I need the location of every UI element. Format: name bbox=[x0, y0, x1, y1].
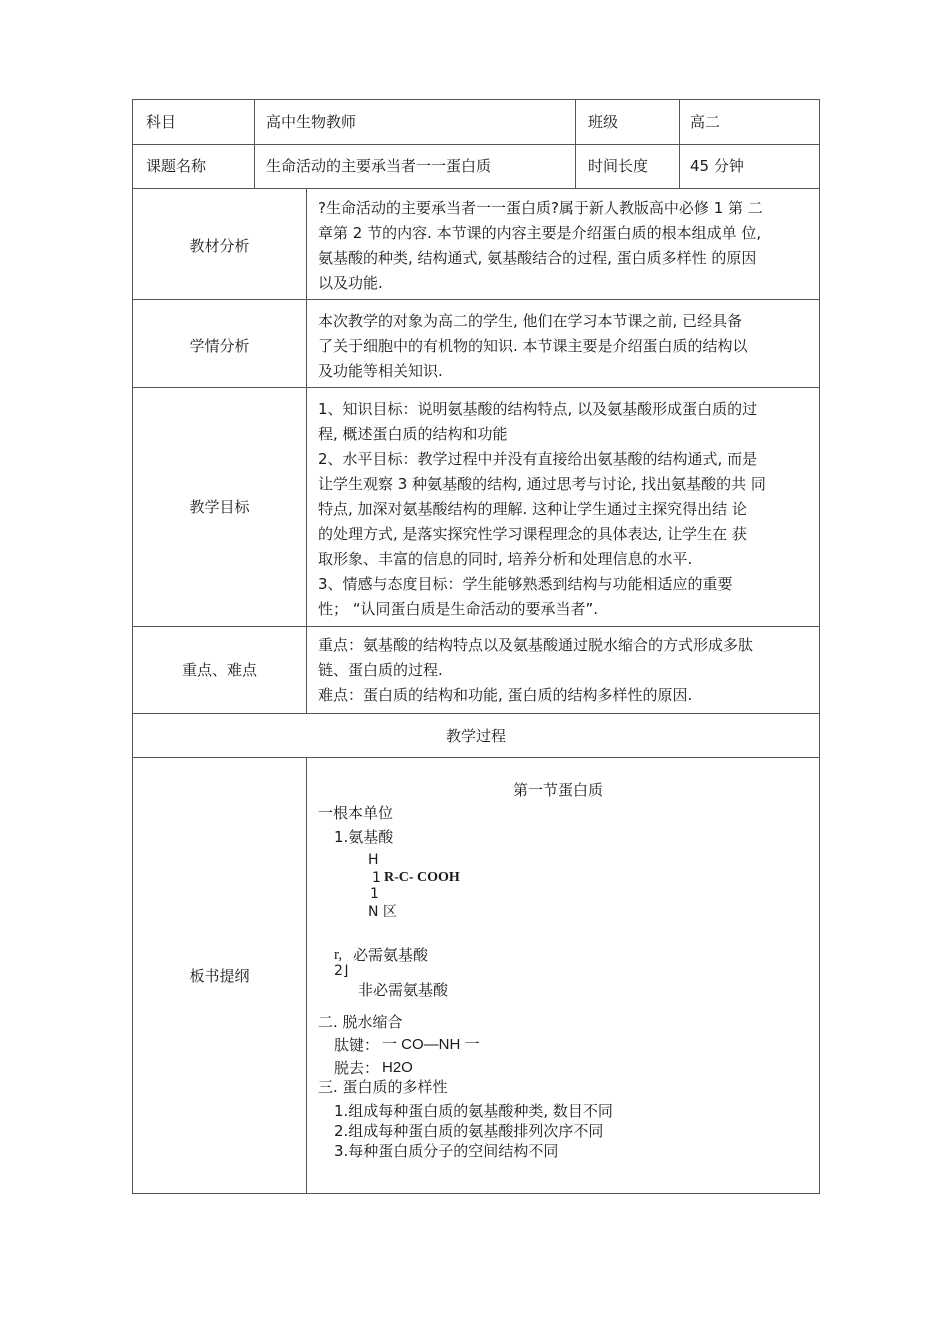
board-outline-label: 板书提纲 bbox=[189, 967, 250, 985]
text-line: 氨基酸的种类, 结构通式, 氨基酸结合的过程, 蛋白质多样性 的原因 bbox=[318, 249, 757, 267]
text-line: 以及功能. bbox=[318, 274, 383, 292]
section-heading: 二. 脱水缩合 bbox=[318, 1013, 403, 1031]
essential-amino-acid: 必需氨基酸 bbox=[353, 946, 429, 964]
table-border-left bbox=[132, 99, 133, 1193]
text-line: 性； “认同蛋白质是生命活动的要承当者”. bbox=[318, 600, 599, 618]
textbook-analysis-label: 教材分析 bbox=[189, 237, 250, 255]
class-label: 班级 bbox=[588, 113, 619, 131]
table-border-bottom bbox=[132, 1193, 820, 1194]
text-line: 链、蛋白质的过程. bbox=[318, 661, 443, 679]
formula-mark: 1 bbox=[372, 870, 381, 886]
table-border-top bbox=[132, 99, 820, 100]
key-points-text bbox=[318, 633, 753, 708]
section-heading: 三. 蛋白质的多样性 bbox=[318, 1078, 448, 1096]
table-divider bbox=[132, 387, 820, 388]
table-divider bbox=[132, 299, 820, 300]
peptide-bond-value: 一 CO—NH 一 bbox=[382, 1036, 480, 1053]
topic-label: 课题名称 bbox=[146, 157, 207, 175]
text-line: 程, 概述蛋白质的结构和功能 bbox=[318, 425, 508, 443]
removed-label: 脱去： bbox=[334, 1059, 380, 1077]
diversity-item: 1.组成每种蛋白质的氨基酸种类, 数目不同 bbox=[334, 1102, 613, 1120]
formula-n: N 区 bbox=[368, 904, 397, 920]
table-divider bbox=[132, 626, 820, 627]
table-divider bbox=[575, 99, 576, 188]
table-divider bbox=[306, 757, 307, 1193]
text-line: 本次教学的对象为高二的学生, 他们在学习本节课之前, 已经具备 bbox=[318, 312, 743, 330]
text-line: 取形象、丰富的信息的同时, 培养分析和处理信息的水平. bbox=[318, 550, 693, 568]
text-line: 的处理方式, 是落实探究性学习课程理念的具体表达, 让学生在 获 bbox=[318, 525, 747, 543]
teaching-goals-label: 教学目标 bbox=[189, 498, 250, 516]
diversity-item: 2.组成每种蛋白质的氨基酸排列次序不同 bbox=[334, 1122, 604, 1140]
text-line: 特点, 加深对氨基酸结构的理解. 这种让学生通过主探究得出结 论 bbox=[318, 500, 747, 518]
student-analysis-label: 学情分析 bbox=[189, 337, 250, 355]
amino-acid-item: 1.氨基酸 bbox=[334, 828, 394, 846]
duration-value: 45 分钟 bbox=[690, 157, 744, 175]
subject-value: 高中生物教师 bbox=[266, 113, 357, 131]
text-line: 2、水平目标：教学过程中并没有直接给出氨基酸的结构通式, 而是 bbox=[318, 450, 758, 468]
table-border-right bbox=[819, 99, 820, 1193]
essential-prefix: r, bbox=[334, 947, 343, 963]
text-line: 重点：氨基酸的结构特点以及氨基酸通过脱水缩合的方式形成多肽 bbox=[318, 636, 754, 654]
removed-value: H2O bbox=[382, 1059, 413, 1076]
class-value: 高二 bbox=[690, 113, 721, 131]
text-line: 章第 2 节的内容. 本节课的内容主要是介绍蛋白质的根本组成单 位, bbox=[318, 224, 762, 242]
subject-label: 科目 bbox=[146, 113, 177, 131]
topic-value: 生命活动的主要承当者一一蛋白质 bbox=[266, 157, 492, 175]
bracket-mark: 2⌋ bbox=[334, 963, 349, 979]
nonessential-amino-acid: 非必需氨基酸 bbox=[358, 981, 449, 999]
diversity-item: 3.每种蛋白质分子的空间结构不同 bbox=[334, 1142, 559, 1160]
table-divider bbox=[132, 713, 820, 714]
teaching-goals-text bbox=[318, 397, 766, 622]
peptide-bond-label: 肽键： bbox=[334, 1036, 380, 1054]
text-line: 及功能等相关知识. bbox=[318, 362, 443, 380]
table-divider bbox=[132, 144, 820, 145]
text-line: 3、情感与态度目标：学生能够熟悉到结构与功能相适应的重要 bbox=[318, 575, 733, 593]
teaching-process-heading: 教学过程 bbox=[445, 727, 506, 745]
textbook-analysis-text bbox=[318, 196, 763, 296]
formula-mark: 1 bbox=[370, 886, 379, 902]
section-heading: 一根本单位 bbox=[318, 804, 394, 822]
board-title: 第一节蛋白质 bbox=[513, 781, 604, 799]
text-line: 了关于细胞中的有机物的知识. 本节课主要是介绍蛋白质的结构以 bbox=[318, 337, 748, 355]
formula-h: H bbox=[368, 852, 379, 868]
table-divider bbox=[254, 99, 255, 188]
text-line: 难点：蛋白质的结构和功能, 蛋白质的结构多样性的原因. bbox=[318, 686, 693, 704]
table-divider bbox=[679, 99, 680, 188]
table-divider bbox=[132, 188, 820, 189]
key-points-label: 重点、难点 bbox=[181, 661, 257, 679]
student-analysis-text bbox=[318, 309, 748, 384]
table-divider bbox=[132, 757, 820, 758]
text-line: 1、知识目标：说明氨基酸的结构特点, 以及氨基酸形成蛋白质的过 bbox=[318, 400, 758, 418]
duration-label: 时间长度 bbox=[588, 157, 649, 175]
text-line: 让学生观察 3 种氨基酸的结构, 通过思考与讨论, 找出氨基酸的共 同 bbox=[318, 475, 766, 493]
text-line: ?生命活动的主要承当者一一蛋白质?属于新人教版高中必修 1 第 二 bbox=[318, 199, 763, 217]
formula-main: R-C- COOH bbox=[384, 870, 460, 885]
table-divider bbox=[306, 188, 307, 713]
